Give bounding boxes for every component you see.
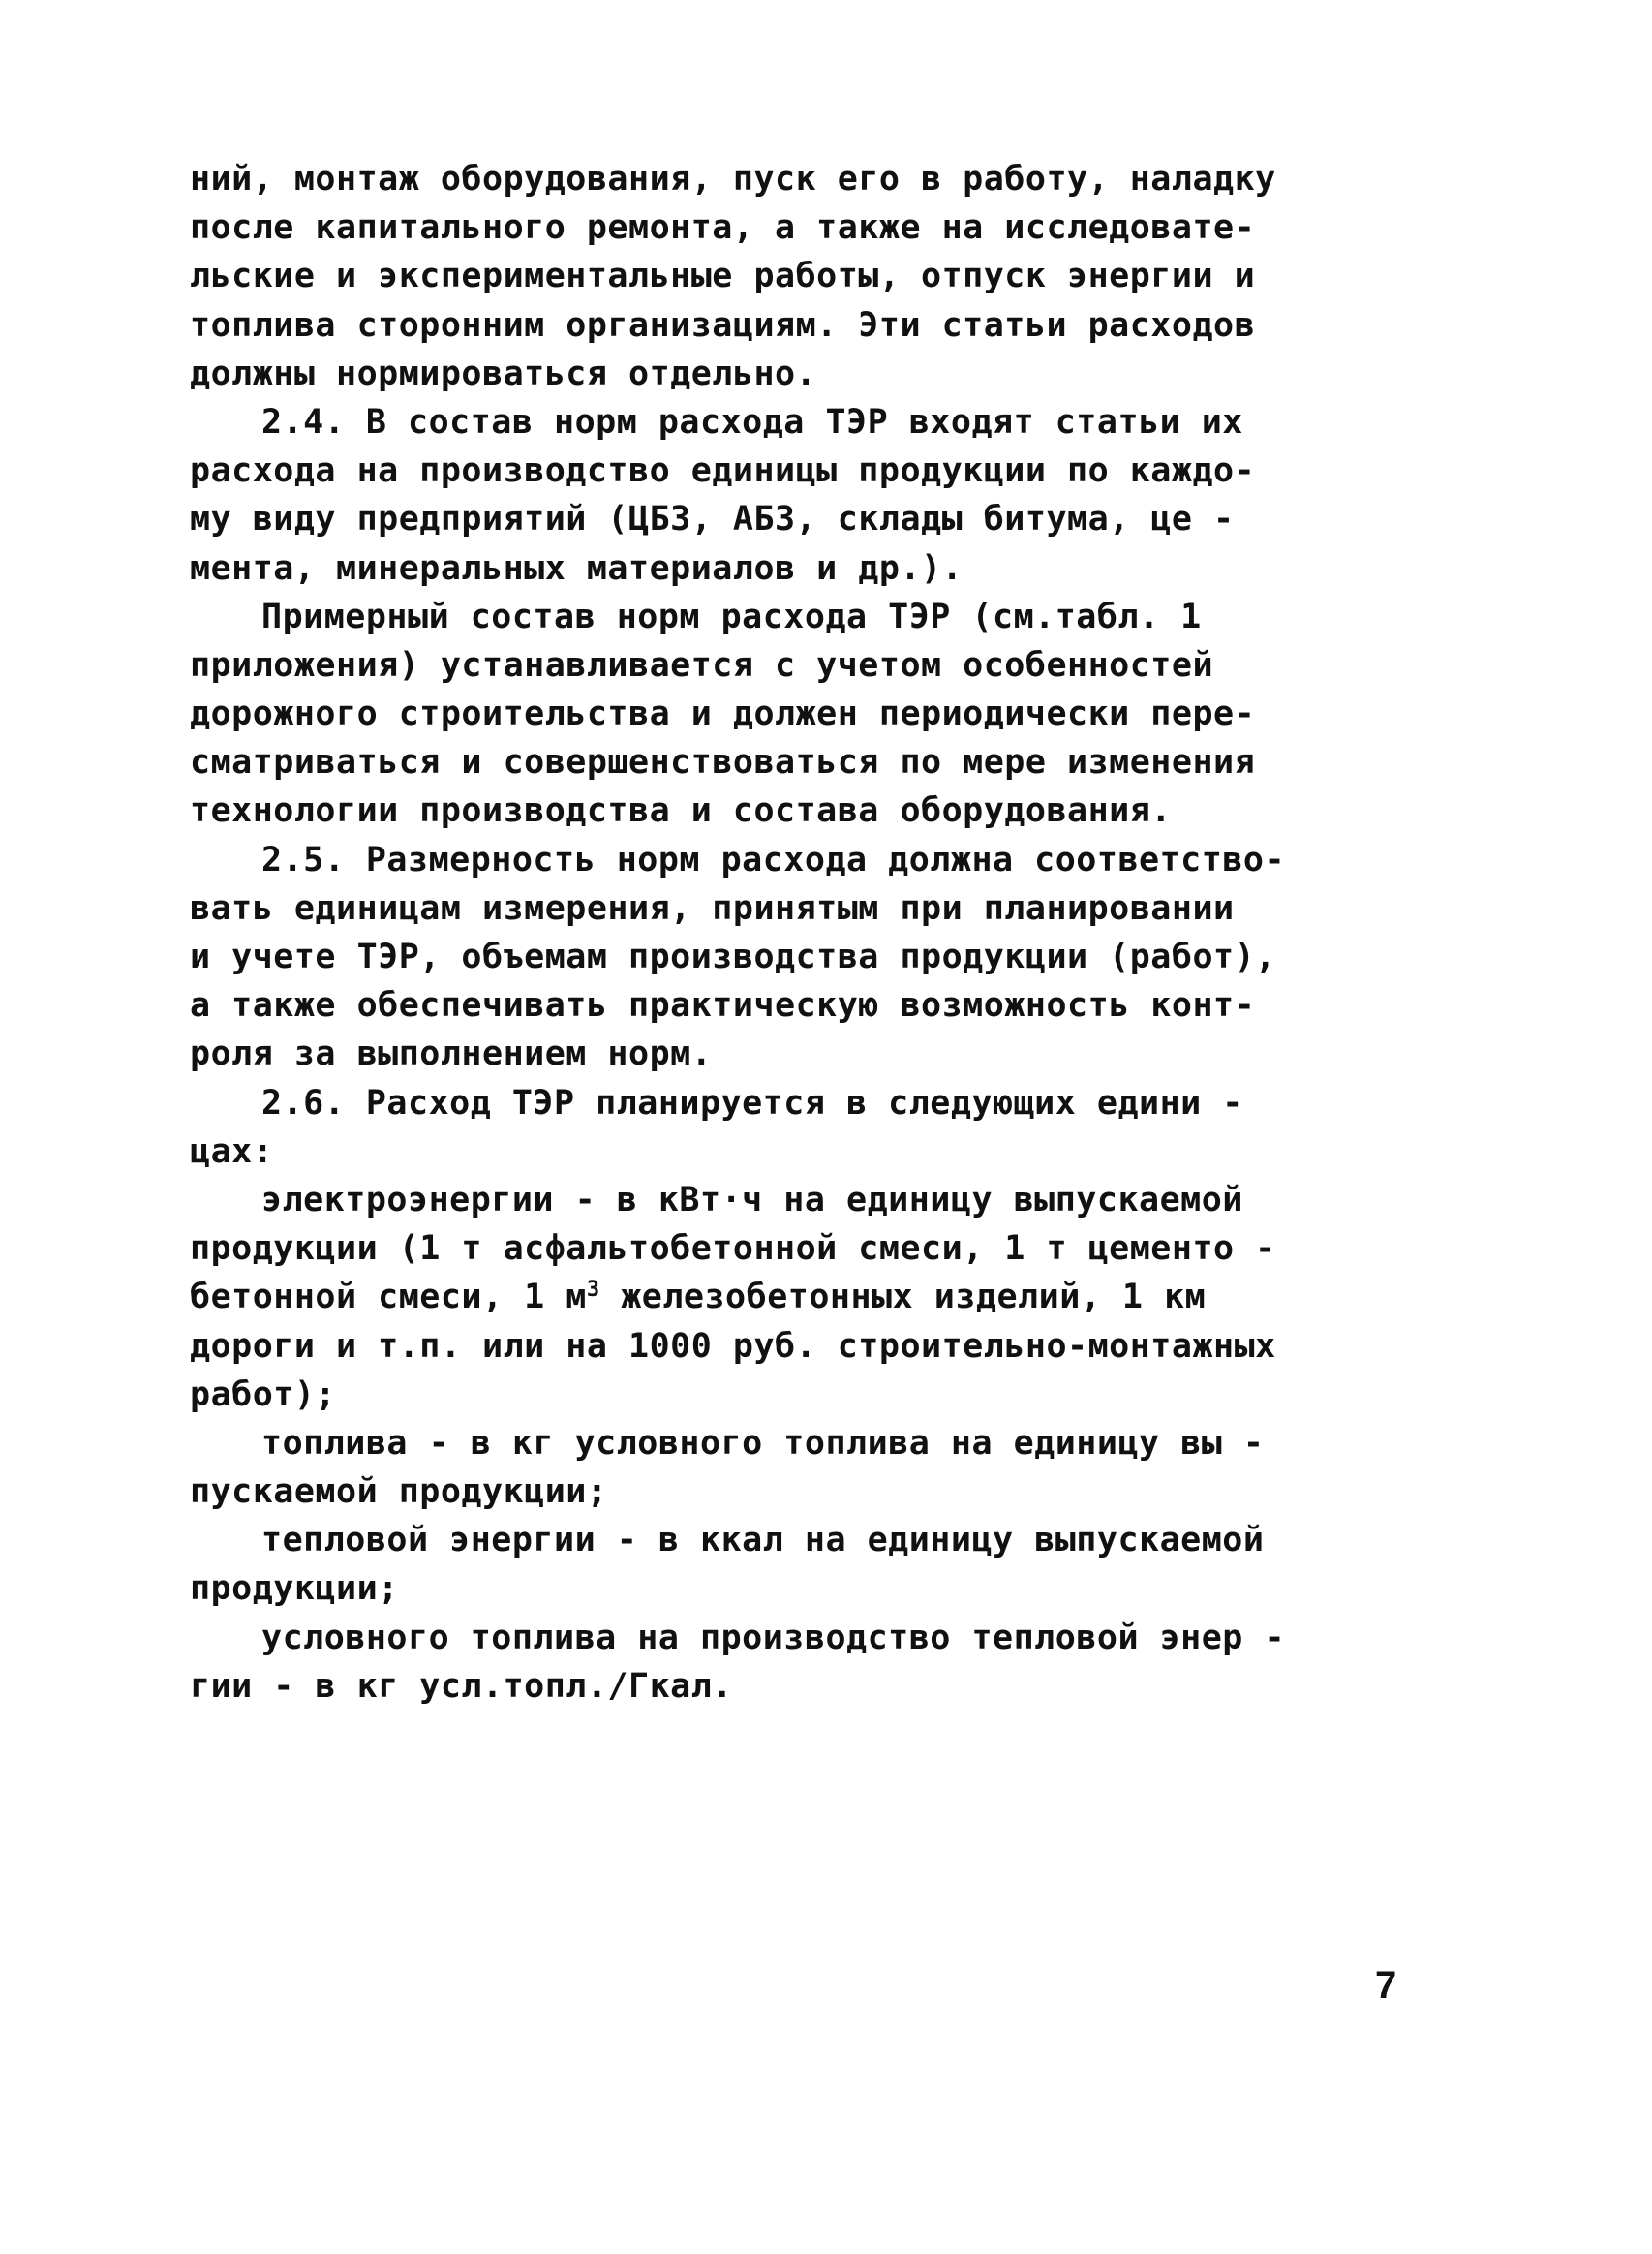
text-line-continuation: железобетонных изделий, 1 км (599, 1278, 1207, 1317)
text-line-content: 2.5. Размерность норм расхода должна соответство- (261, 840, 1286, 880)
superscript: 3 (586, 1278, 600, 1303)
text-line-content: дорожного строительства и должен периодически пере- (190, 695, 1256, 734)
text-line-content: 2.4. В состав норм расхода ТЭР входят статьи их (261, 402, 1243, 442)
text-line (190, 447, 1429, 495)
text-line-content: 2.6. Расход ТЭР планируется в следующих едини - (261, 1083, 1243, 1123)
text-line (190, 1224, 1429, 1273)
page-number: 7 (1375, 1964, 1397, 2007)
text-line-content: пускаемой продукции; (190, 1472, 608, 1512)
text-line-content: после капитального ремонта, а также на исследовате- (190, 208, 1256, 248)
text-line-content: му виду предприятий (ЦБЗ, АБЗ, склады битума, це - (190, 500, 1235, 540)
text-line-content: и учете ТЭР, объемам производства продукции (работ), (190, 938, 1276, 976)
text-line-content: топлива сторонним организациям. Эти статьи расходов (190, 305, 1256, 345)
text-line (190, 1273, 1429, 1321)
text-line (190, 398, 1429, 447)
text-line (190, 787, 1429, 835)
text-line-content: расхода на производство единицы продукции по каждо- (190, 451, 1256, 491)
text-line (190, 1419, 1429, 1467)
text-line (190, 593, 1429, 641)
text-line-content: а также обеспечивать практическую возможность конт- (190, 986, 1256, 1026)
text-line-content: работ); (190, 1374, 337, 1414)
text-line (190, 252, 1429, 300)
text-line-content: продукции (1 т асфальтобетонной смеси, 1 т цементо - (190, 1229, 1276, 1269)
text-line (190, 1176, 1429, 1224)
text-line (190, 544, 1429, 593)
text-line-content: топлива - в кг условного топлива на единицу вы - (261, 1423, 1265, 1463)
text-line-content: дороги и т.п. или на 1000 руб. строительно-монтажных (190, 1326, 1276, 1366)
text-line-content: Примерный состав норм расхода ТЭР (см.табл. 1 (261, 597, 1202, 636)
text-line-content: тепловой энергии - в ккал на единицу выпускаемой (261, 1521, 1265, 1560)
page-body (190, 155, 1429, 1711)
text-line-content: бетонной смеси, 1 м (190, 1278, 587, 1317)
text-line-content: сматриваться и совершенствоваться по мере изменения (190, 743, 1256, 783)
text-line (190, 203, 1429, 252)
text-line (190, 1467, 1429, 1516)
text-line (190, 690, 1429, 738)
text-line (190, 1322, 1429, 1371)
text-line-content: роля за выполнением норм. (190, 1034, 713, 1074)
text-line-content: вать единицам измерения, принятым при планировании (190, 888, 1235, 928)
text-line-content: гии - в кг усл.топл./Гкал. (190, 1666, 733, 1706)
text-line (190, 301, 1429, 350)
text-line (190, 155, 1429, 203)
text-line-content: технологии производства и состава оборудования. (190, 791, 1172, 831)
text-line-content: электроэнергии - в кВт·ч на единицу выпускаемой (261, 1180, 1243, 1220)
text-line (190, 495, 1429, 543)
text-line (190, 350, 1429, 398)
text-line-content: должны нормироваться отдельно. (190, 354, 817, 393)
text-line (190, 1079, 1429, 1127)
text-line-content: ний, монтаж оборудования, пуск его в работу, наладку (190, 160, 1276, 199)
text-line-content: льские и экспериментальные работы, отпуск энергии и (190, 257, 1256, 296)
text-line-content: приложения) устанавливается с учетом особенностей (190, 645, 1214, 685)
text-line (190, 933, 1429, 981)
text-line (190, 1564, 1429, 1613)
text-line (190, 884, 1429, 933)
text-line (190, 1516, 1429, 1564)
text-line-content: цах: (190, 1131, 274, 1171)
text-line-content: продукции; (190, 1569, 399, 1609)
text-line (190, 1662, 1429, 1711)
text-line (190, 981, 1429, 1030)
text-line (190, 836, 1429, 884)
text-line (190, 1371, 1429, 1419)
text-line (190, 738, 1429, 787)
text-line (190, 641, 1429, 690)
text-line-content: условного топлива на производство тепловой энер - (261, 1618, 1286, 1657)
text-line (190, 1614, 1429, 1662)
text-line (190, 1127, 1429, 1176)
text-line (190, 1030, 1429, 1078)
text-line-content: мента, минеральных материалов и др.). (190, 548, 964, 588)
